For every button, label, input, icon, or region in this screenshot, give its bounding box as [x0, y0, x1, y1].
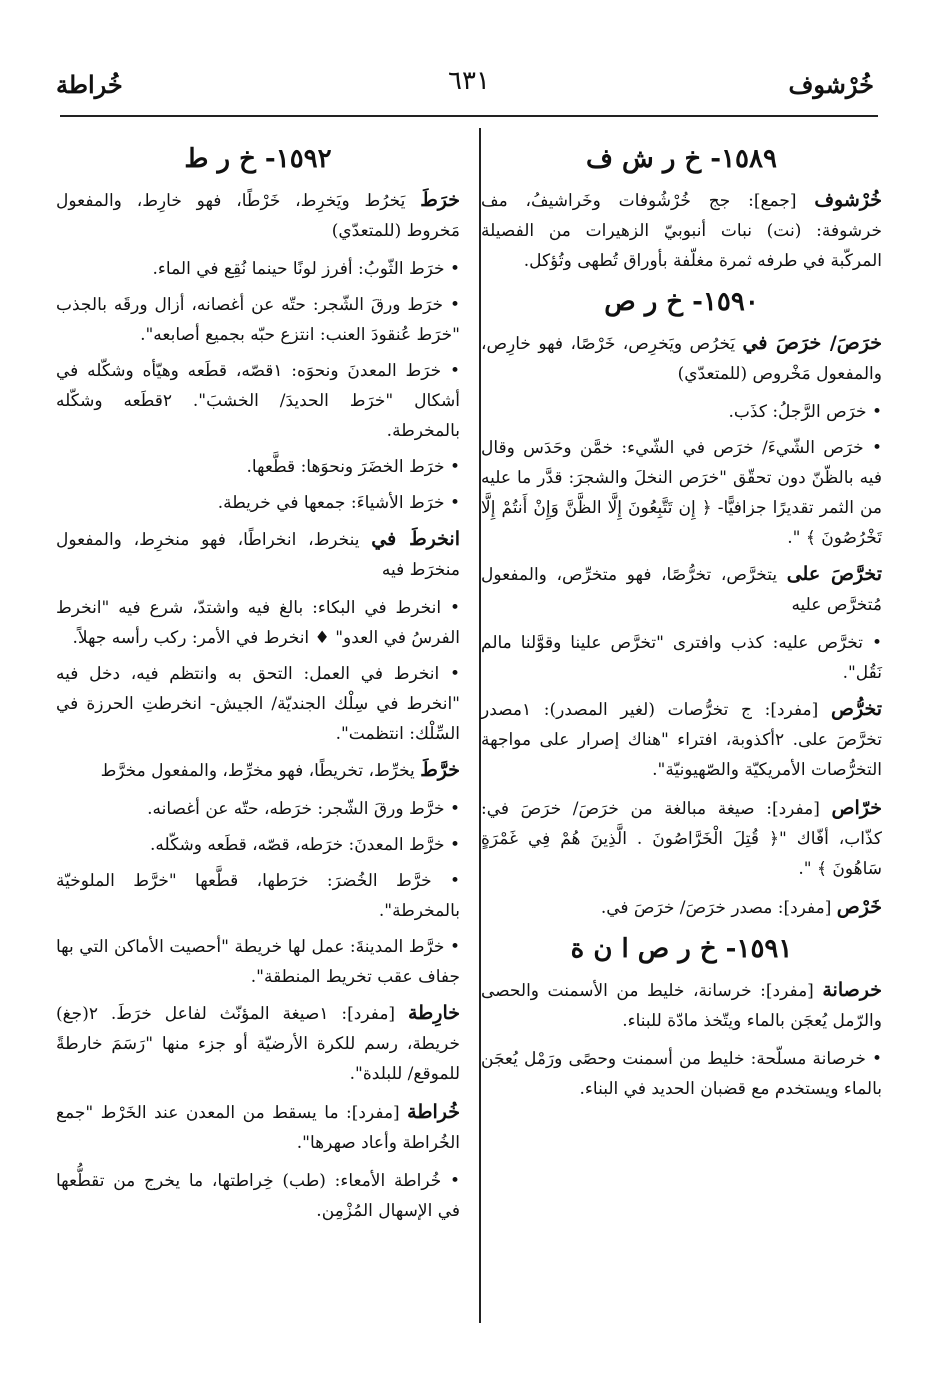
entry-definition: [مفرد]: ١صيغة المؤنّث لفاعل خرَطَ. ٢(جغ) خريطة، رسم للكرة الأرضيّة أو جزء منها "رَسَمَ خارطةً للموقع/ للبلدة".	[56, 1004, 460, 1084]
entry-definition: يَخرُص ويَخرِص، خَرْصًا، فهو خارِص، والمفعول مَخْروص (للمتعدّي)	[481, 334, 882, 384]
dictionary-entry	[56, 524, 460, 585]
sense-item: • خرَّط المعدنَ: خرَطه، قصّه، قطَعه وشكّله.	[56, 830, 460, 860]
entry-definition: [مفرد]: ج تخرُّصات (لغير المصدر): ١مصدر تخرَّصَ على. ٢أكذوبة، افتراء "هناك إصرار على مواجهة التخرُّصات الأمريكيّة والصّهيونيّة".	[481, 700, 883, 780]
entry-definition: يخرِّط، تخريطًا، فهو مخرِّط، والمفعول مخرَّط	[100, 761, 421, 781]
sense-item: • خرَط الخضَرَ ونحوَها: قطَّعها.	[56, 452, 460, 482]
running-head-last-word: خُراطة	[56, 70, 123, 99]
root-heading: ١٥٩١- خ ر ص ا ن ة	[570, 934, 793, 964]
sense-item: • خرَط المعدنَ ونحوَه: ١قصّه، قطَعه وهيّأه وشكّله في أشكال "خرَط الحديدَ/ الخشبَ". ٢قطَعه وشكّله بالمخرطة.	[56, 356, 460, 446]
header-rule	[60, 115, 878, 117]
headword: خرصانة	[822, 979, 882, 1001]
dictionary-entry	[481, 328, 882, 389]
entry-definition: [مفرد]: ما يسقط من المعدن عند الخَرْط "جمع الخُراطة وأعاد صهرها".	[56, 1103, 460, 1153]
root-heading: ١٥٩٠- خ ر ص	[604, 287, 759, 317]
dictionary-entry	[56, 1097, 460, 1158]
sense-item: • انخرط في العمل: التحق به وانتظم فيه، دخل فيه "انخرط في سِلْك الجنديّة/ الجيش- انخرطتِ الحرزة في السِّلْك: انتظمت".	[56, 659, 460, 749]
sense-item: • خرَّط ورقَ الشّجر: خرَطه، حتّه عن أغصانه.	[56, 794, 460, 824]
page-number: ٦٣١	[448, 66, 490, 96]
headword: خرَصَ/ خرَصَ في	[742, 332, 882, 354]
dictionary-entry	[481, 975, 882, 1036]
dictionary-entry	[56, 755, 460, 786]
headword: خُراطة	[407, 1101, 460, 1123]
dictionary-entry	[481, 793, 882, 884]
headword: خارِطة	[407, 1002, 460, 1024]
left-column	[56, 135, 460, 1232]
entry-definition: [مفرد]: خرسانة، خليط من الأسمنت والحصى والرّمل يُعجَن بالماء ويتّخذ مادّة للبناء.	[481, 981, 882, 1031]
dictionary-entry	[481, 559, 882, 620]
headword: خرَّطَ	[420, 759, 460, 781]
entry-definition: يَخرُط ويَخرِط، خَرْطًا، فهو خارِط، والمفعول مَخروط (للمتعدّي)	[56, 191, 460, 241]
entry-definition: [مفرد]: مصدر خرَصَ/ خرَصَ في.	[600, 898, 837, 918]
sense-item: • خرَط الأشياءَ: جمعها في خريطة.	[56, 488, 460, 518]
running-head-first-word: خُرْشوف	[788, 70, 874, 99]
dictionary-entry	[481, 694, 882, 785]
sense-item: • تخرَّص عليه: كذب وافترى "تخرَّص علينا وقوَّلنا مالم نَقُل".	[481, 628, 882, 688]
headword: انخرطَ في	[371, 528, 461, 550]
headword: خَرْص	[836, 896, 882, 918]
right-column	[481, 135, 882, 1110]
sense-item: • خرصانة مسلّحة: خليط من أسمنت وحصًى ورَمْل يُعجَن بالماء ويستخدم مع قضبان الحديد في البناء.	[481, 1044, 882, 1104]
sense-item: • انخرط في البكاء: بالغ فيه واشتدّ، شرع فيه "انخرط الفرسُ في العدو" ♦ انخرط في الأمر: ركب رأسه جهلاً.	[56, 593, 460, 653]
sense-item: • خرَّط المدينةَ: عمل لها خريطة "أحصيت الأماكن التي بها جفاف عقب تخريط المنطقة".	[56, 932, 460, 992]
dictionary-entry	[56, 998, 460, 1089]
entry-definition: يتخرَّص، تخرُّصًا، فهو متخرِّص، والمفعول مُتخرَّص عليه	[481, 565, 882, 615]
sense-item: • خرَط ورقَ الشّجر: حتّه عن أغصانه، أزال ورقَه بالجذب "خرَط عُنقودَ العنب: انتزع حبّه بجميع أصابعه".	[56, 290, 460, 350]
sense-item: • خرَّط الخُضرَ: خرَطها، قطَّعها "خرَّط الملوخيّة بالمخرطة".	[56, 866, 460, 926]
dictionary-entry	[481, 892, 882, 923]
entry-definition: [جمع]: جج خُرْشُوفات وخَراشيفُ، مف خرشوفة: (نت) نبات أنبوبيّ الزهيرات من الفصيلة المركّبة في طرفه ثمرة مغلّفة بأوراق تُطهى وتُؤكل.	[481, 191, 882, 271]
headword: تخرَّصَ على	[786, 563, 882, 585]
sense-item: • خرَص الشّيءَ/ خرَص في الشّيء: خمَّن وحَدَس وقال فيه بالظّنّ دون تحقّق "خرَص النخلَ والشجرَ: قدَّر ما عليه من الثمر تقديرًا جزافيًّا- ﴿ إِن تَتَّبِعُونَ إِلَّا الظَّنَّ وَإِنْ أَنتُمْ إِلَّا تَخْرُصُونَ ﴾ ".	[481, 433, 882, 553]
sense-item: • خُراطة الأمعاء: (طب) خِراطتها، ما يخرج من تقطُّعها في الإسهال المُزْمِن.	[56, 1166, 460, 1226]
dictionary-entry	[56, 185, 460, 246]
headword: خُرْشوف	[814, 189, 882, 211]
headword: خرّاص	[831, 797, 882, 819]
root-heading: ١٥٩٢- خ ر ط	[184, 144, 332, 174]
dictionary-entry	[481, 185, 882, 276]
root-heading: ١٥٨٩- خ ر ش ف	[586, 144, 777, 174]
headword: خرَطَ	[420, 189, 460, 211]
sense-item: • خرَط الثّوبُ: أفرز لونًا حينما نُقِع في الماء.	[56, 254, 460, 284]
headword: تخرُّص	[830, 698, 882, 720]
sense-item: • خرَص الرَّجلُ: كذَب.	[481, 397, 882, 427]
entry-definition: ينخرط، انخراطًا، فهو منخرِط، والمفعول منخرَط فيه	[56, 530, 460, 580]
entry-definition: [مفرد]: صيغة مبالغة من خرَصَ/ خرَصَ في: كذّاب، أفّاك "﴿ قُتِلَ الْخَرَّاصُونَ . الَّذِينَ هُمْ فِي غَمْرَةٍ سَاهُونَ ﴾ ".	[481, 799, 882, 879]
